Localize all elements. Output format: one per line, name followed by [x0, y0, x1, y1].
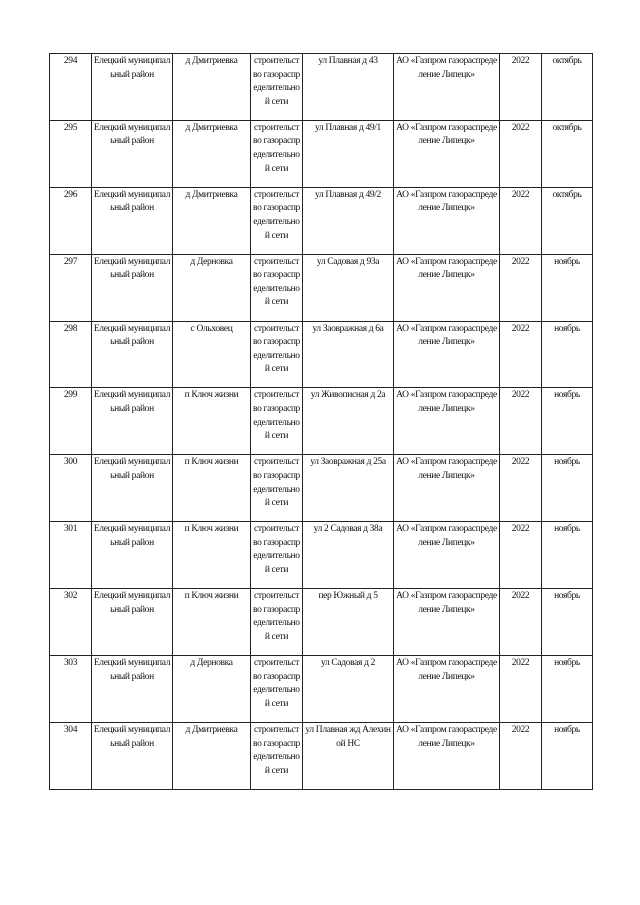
work-type-cell: строительство газораспределительной сети	[251, 522, 303, 589]
district-cell: Елецкий муниципальный район	[92, 120, 173, 187]
address-cell: ул Плавная д 49/2	[303, 187, 394, 254]
organization-cell: АО «Газпром газораспределение Липецк»	[394, 54, 500, 121]
work-type-cell: строительство газораспределительной сети	[251, 722, 303, 789]
month-cell: ноябрь	[542, 656, 593, 723]
table-row	[50, 589, 593, 656]
month-cell: ноябрь	[542, 455, 593, 522]
table-row	[50, 187, 593, 254]
table-row	[50, 522, 593, 589]
address-cell: ул Плавная жд Алехиной НС	[303, 722, 394, 789]
year-cell: 2022	[500, 656, 542, 723]
address-cell: ул 2 Садовая д 38а	[303, 522, 394, 589]
locality-cell: д Дмитриевка	[173, 722, 251, 789]
organization-cell: АО «Газпром газораспределение Липецк»	[394, 522, 500, 589]
locality-cell: д Дерновка	[173, 254, 251, 321]
locality-cell: п Ключ жизни	[173, 589, 251, 656]
row-number-cell: 299	[50, 388, 92, 455]
table-row	[50, 656, 593, 723]
work-type-cell: строительство газораспределительной сети	[251, 455, 303, 522]
district-cell: Елецкий муниципальный район	[92, 54, 173, 121]
year-cell: 2022	[500, 321, 542, 388]
district-cell: Елецкий муниципальный район	[92, 187, 173, 254]
row-number-cell: 302	[50, 589, 92, 656]
address-cell: ул Заовражная д 25а	[303, 455, 394, 522]
work-type-cell: строительство газораспределительной сети	[251, 589, 303, 656]
gasification-schedule-table	[49, 53, 593, 790]
work-type-cell: строительство газораспределительной сети	[251, 321, 303, 388]
district-cell: Елецкий муниципальный район	[92, 321, 173, 388]
organization-cell: АО «Газпром газораспределение Липецк»	[394, 321, 500, 388]
month-cell: ноябрь	[542, 321, 593, 388]
row-number-cell: 301	[50, 522, 92, 589]
address-cell: ул Садовая д 2	[303, 656, 394, 723]
locality-cell: п Ключ жизни	[173, 455, 251, 522]
district-cell: Елецкий муниципальный район	[92, 522, 173, 589]
address-cell: ул Живописная д 2а	[303, 388, 394, 455]
row-number-cell: 298	[50, 321, 92, 388]
year-cell: 2022	[500, 722, 542, 789]
address-cell: ул Садовая д 93а	[303, 254, 394, 321]
month-cell: октябрь	[542, 187, 593, 254]
district-cell: Елецкий муниципальный район	[92, 388, 173, 455]
year-cell: 2022	[500, 120, 542, 187]
year-cell: 2022	[500, 589, 542, 656]
month-cell: ноябрь	[542, 589, 593, 656]
organization-cell: АО «Газпром газораспределение Липецк»	[394, 589, 500, 656]
row-number-cell: 295	[50, 120, 92, 187]
year-cell: 2022	[500, 455, 542, 522]
locality-cell: д Дмитриевка	[173, 54, 251, 121]
address-cell: ул Плавная д 43	[303, 54, 394, 121]
address-cell: пер Южный д 5	[303, 589, 394, 656]
locality-cell: д Дмитриевка	[173, 120, 251, 187]
table-row	[50, 254, 593, 321]
address-cell: ул Заовражная д 6а	[303, 321, 394, 388]
year-cell: 2022	[500, 187, 542, 254]
district-cell: Елецкий муниципальный район	[92, 722, 173, 789]
organization-cell: АО «Газпром газораспределение Липецк»	[394, 656, 500, 723]
month-cell: ноябрь	[542, 254, 593, 321]
organization-cell: АО «Газпром газораспределение Липецк»	[394, 455, 500, 522]
work-type-cell: строительство газораспределительной сети	[251, 187, 303, 254]
row-number-cell: 294	[50, 54, 92, 121]
district-cell: Елецкий муниципальный район	[92, 254, 173, 321]
work-type-cell: строительство газораспределительной сети	[251, 254, 303, 321]
work-type-cell: строительство газораспределительной сети	[251, 388, 303, 455]
month-cell: октябрь	[542, 54, 593, 121]
row-number-cell: 304	[50, 722, 92, 789]
month-cell: октябрь	[542, 120, 593, 187]
locality-cell: с Ольховец	[173, 321, 251, 388]
month-cell: ноябрь	[542, 522, 593, 589]
month-cell: ноябрь	[542, 388, 593, 455]
table-row	[50, 54, 593, 121]
table-row	[50, 120, 593, 187]
district-cell: Елецкий муниципальный район	[92, 589, 173, 656]
table-body	[50, 54, 593, 790]
locality-cell: п Ключ жизни	[173, 522, 251, 589]
table-row	[50, 388, 593, 455]
address-cell: ул Плавная д 49/1	[303, 120, 394, 187]
organization-cell: АО «Газпром газораспределение Липецк»	[394, 388, 500, 455]
work-type-cell: строительство газораспределительной сети	[251, 656, 303, 723]
row-number-cell: 296	[50, 187, 92, 254]
row-number-cell: 297	[50, 254, 92, 321]
locality-cell: п Ключ жизни	[173, 388, 251, 455]
year-cell: 2022	[500, 54, 542, 121]
row-number-cell: 300	[50, 455, 92, 522]
month-cell: ноябрь	[542, 722, 593, 789]
table-row	[50, 321, 593, 388]
year-cell: 2022	[500, 254, 542, 321]
locality-cell: д Дерновка	[173, 656, 251, 723]
row-number-cell: 303	[50, 656, 92, 723]
year-cell: 2022	[500, 388, 542, 455]
year-cell: 2022	[500, 522, 542, 589]
district-cell: Елецкий муниципальный район	[92, 455, 173, 522]
locality-cell: д Дмитриевка	[173, 187, 251, 254]
table-row	[50, 722, 593, 789]
organization-cell: АО «Газпром газораспределение Липецк»	[394, 254, 500, 321]
organization-cell: АО «Газпром газораспределение Липецк»	[394, 120, 500, 187]
organization-cell: АО «Газпром газораспределение Липецк»	[394, 722, 500, 789]
organization-cell: АО «Газпром газораспределение Липецк»	[394, 187, 500, 254]
table-row	[50, 455, 593, 522]
work-type-cell: строительство газораспределительной сети	[251, 120, 303, 187]
district-cell: Елецкий муниципальный район	[92, 656, 173, 723]
work-type-cell: строительство газораспределительной сети	[251, 54, 303, 121]
